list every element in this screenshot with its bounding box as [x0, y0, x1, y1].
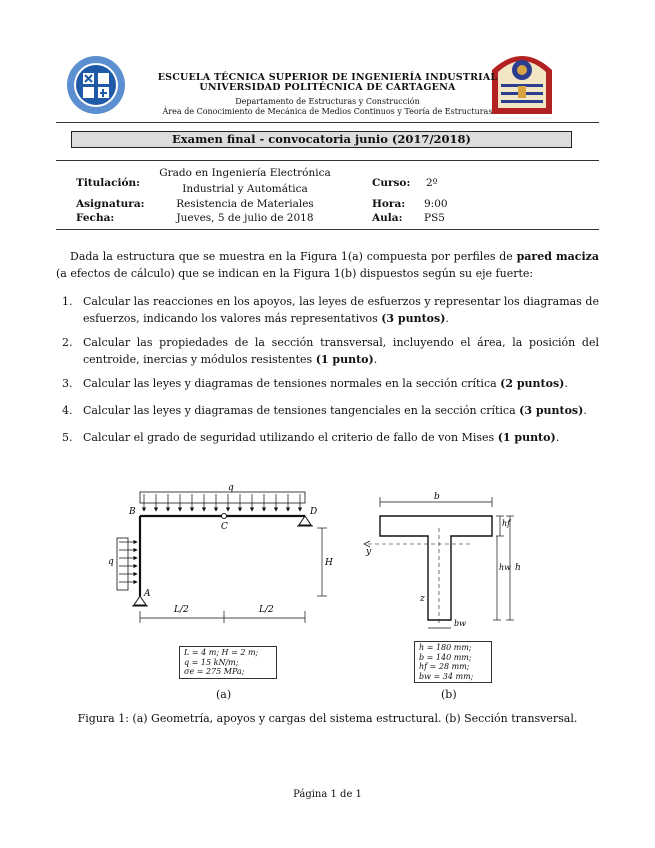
intro-text-end: (a efectos de cálculo) que se indican en la Figura 1(b) dispuestos según su eje fuerte:	[56, 266, 534, 280]
titulacion-line1: Grado en Ingeniería Electrónica	[159, 167, 331, 179]
info-rule-bottom	[56, 229, 599, 230]
label-bw: bw	[454, 619, 466, 628]
question-4: 4. Calcular las leyes y diagramas de tensiones tangenciales en la sección crítica (3 puntos).	[62, 404, 587, 417]
department-name: Departamento de Estructuras y Construcción	[235, 97, 420, 106]
curso-value: 2º	[426, 177, 438, 189]
school-name: ESCUELA TÉCNICA SUPERIOR DE INGENIERÍA INDUSTRIAL	[157, 72, 498, 83]
area-name: Área de Conocimiento de Mecánica de Medios Continuos y Teoría de Estructuras	[162, 107, 493, 116]
intro-paragraph	[56, 249, 599, 282]
intro-bold: pared maciza	[516, 250, 599, 263]
label-B: B	[129, 507, 136, 517]
question-3: 3. Calcular las leyes y diagramas de tensiones normales en la sección crítica (2 puntos).	[62, 377, 568, 390]
label-hw: hw	[499, 563, 511, 572]
titulacion-label: Titulación:	[76, 177, 140, 189]
exam-title: Examen final - convocatoria junio (2017/2018)	[71, 131, 572, 148]
figure-caption: Figura 1: (a) Geometría, apoyos y cargas del sistema estructural. (b) Sección transversal.	[77, 712, 578, 725]
curso-label: Curso:	[372, 177, 411, 189]
figure-b-legend: h = 180 mm; b = 140 mm; hf = 28 mm; bw = 34 mm;	[414, 641, 492, 683]
label-D: D	[310, 507, 318, 517]
label-y: y	[366, 547, 372, 557]
label-z: z	[420, 594, 425, 604]
label-C: C	[221, 522, 228, 532]
hora-label: Hora:	[372, 198, 406, 210]
label-L2-left: L/2	[174, 605, 189, 615]
aula-label: Aula:	[372, 212, 403, 224]
titulacion-line2: Industrial y Automática	[182, 183, 308, 195]
question-1: 1. Calcular las reacciones en los apoyos, las leyes de esfuerzos y representar los diagramas de esfuerzos, indicando los valores más representativos (3 puntos).	[62, 295, 599, 325]
figure-a-sublabel: (a)	[216, 688, 232, 701]
label-A: A	[144, 589, 151, 599]
label-q-left: q	[108, 557, 114, 567]
figure-b-section-diagram	[360, 488, 530, 638]
asignatura-value: Resistencia de Materiales	[176, 198, 314, 210]
asignatura-label: Asignatura:	[76, 198, 145, 210]
fecha-label: Fecha:	[76, 212, 115, 224]
label-H: H	[325, 558, 333, 568]
label-b: b	[434, 492, 440, 502]
university-name: UNIVERSIDAD POLITÉCNICA DE CARTAGENA	[199, 82, 456, 93]
label-h: h	[515, 563, 521, 573]
info-rule-top	[56, 160, 599, 161]
label-L2-right: L/2	[259, 605, 274, 615]
figure-b-sublabel: (b)	[441, 688, 457, 701]
intro-text: Dada la estructura que se muestra en la Figura 1(a) compuesta por perfiles de	[70, 250, 517, 263]
question-2: 2. Calcular las propiedades de la sección transversal, incluyendo el área, la posición del centroide, inercias y módulos resistentes (1 punto).	[62, 336, 599, 366]
hora-value: 9:00	[424, 198, 448, 210]
header-rule	[56, 122, 599, 123]
figure-a-frame-diagram	[100, 478, 340, 638]
fecha-value: Jueves, 5 de julio de 2018	[176, 212, 314, 224]
question-5: 5. Calcular el grado de seguridad utilizando el criterio de fallo de von Mises (1 punto).	[62, 431, 560, 444]
figure-a-legend: L = 4 m; H = 2 m; q = 15 kN/m; σe = 275 MPa;	[179, 646, 277, 679]
page-footer: Página 1 de 1	[293, 789, 362, 800]
label-q-top: q	[228, 483, 234, 493]
aula-value: PS5	[424, 212, 445, 224]
label-hf: hf	[502, 519, 511, 528]
